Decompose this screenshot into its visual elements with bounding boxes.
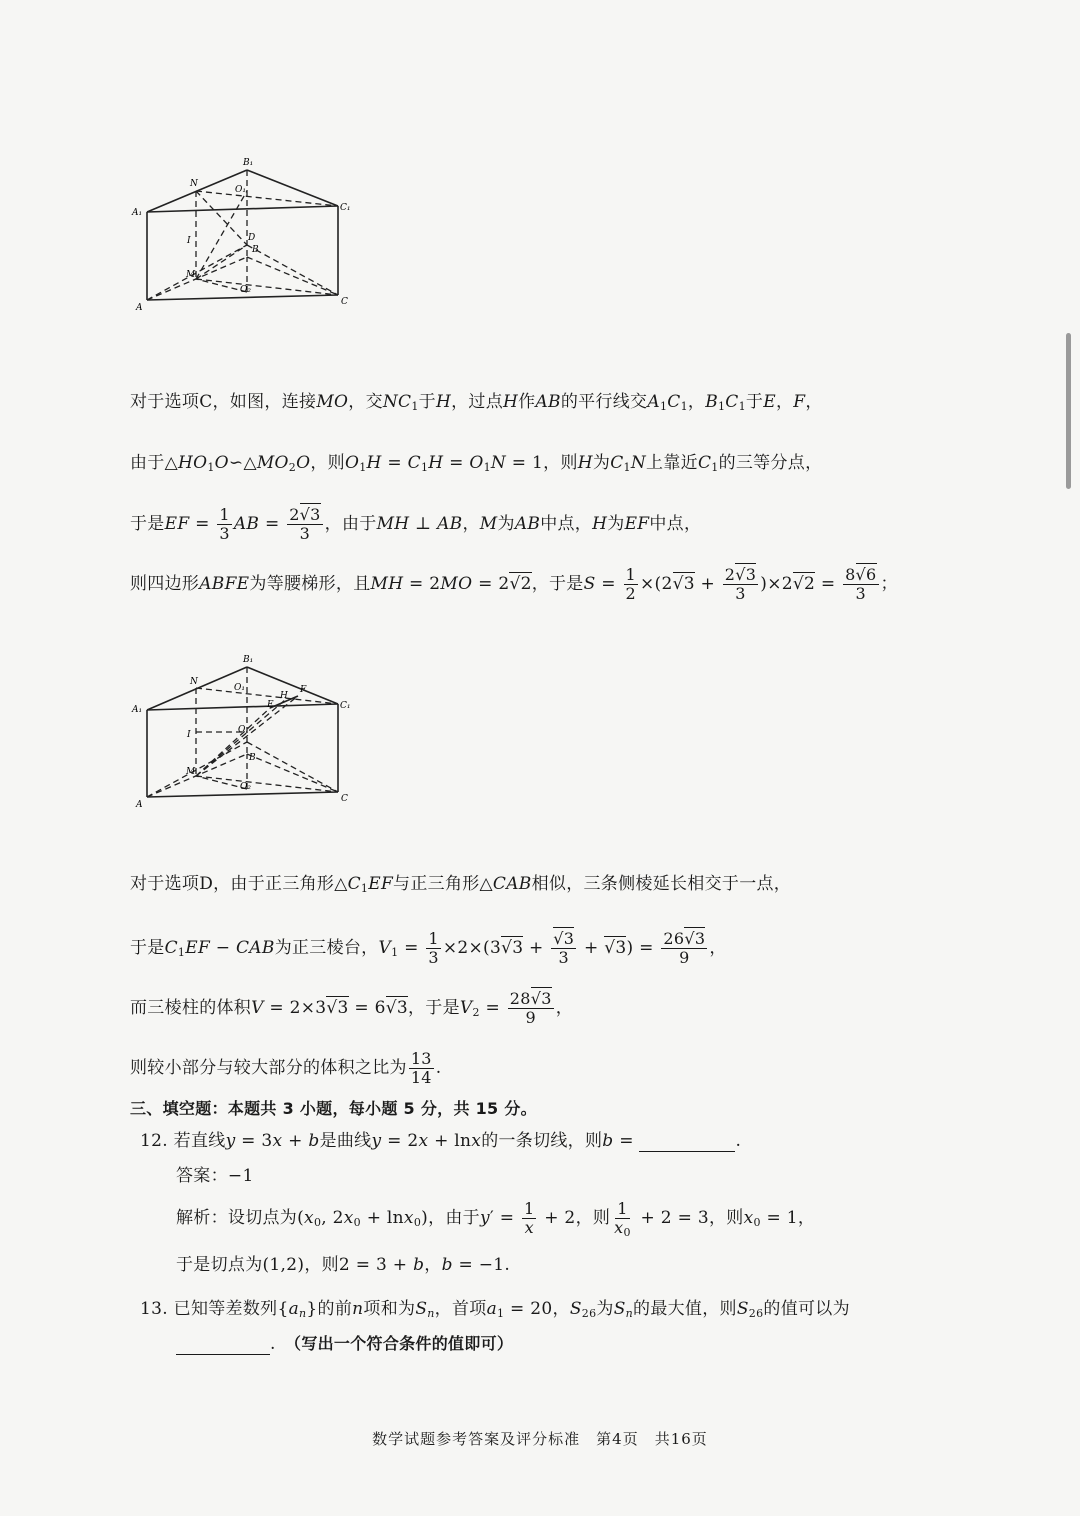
label-C1: C₁ [340, 701, 351, 711]
prism-figure-2 [130, 652, 360, 812]
optionC-line3: 于是EF = $\frac{1}{3}$ AB = $\frac{2√3}{3}$ ，由于MH ⊥ AB，M为AB中点，H为EF中点， [130, 505, 702, 543]
label-O2: O₂ [240, 285, 251, 295]
label-I: I [187, 730, 191, 740]
label-N: N [190, 677, 198, 687]
label-N: N [190, 179, 198, 189]
prism-diagram-2 [130, 652, 360, 812]
label-B: B [252, 245, 259, 255]
optionD-line4: 则较小部分与较大部分的体积之比为 $\frac{13}{14}$ . [130, 1049, 442, 1087]
optionC-line1: 对于选项C，如图，连接MO，交$NC_1$于H，过点H作AB的平行线交$A_1C_1$，$B_1C_1$于E，F， [130, 392, 823, 413]
label-O: O [238, 725, 246, 735]
label-C: C [341, 794, 348, 804]
optionC-line2: 由于$\triangle HO_1O∽\triangle MO_2O$，则$O_1H = C_1H = O_1N = 1$，则H为$C_1N$上靠近$C_1$的三等分点， [130, 453, 823, 474]
q12-answer: 答案：−1 [176, 1166, 254, 1186]
label-I: I [187, 236, 191, 246]
q13-note: （写出一个符合条件的值即可） [293, 1334, 514, 1353]
label-A1: A₁ [132, 208, 143, 218]
optionC-line4: 则四边形ABFE为等腰梯形，且MH = 2MO = 2√2，于是S = $\frac{1}{2}$ ×(2√3 + $\frac{2√3}{3}$ )×2√2 = $\frac{8√6}{3}$ ； [130, 565, 898, 603]
optionD-line3: 而三棱柱的体积V = 2×3√3 = 6√3，于是$V_2$ = $\frac{28√3}{9}$ ， [130, 989, 574, 1027]
label-E: E [267, 700, 274, 710]
label-O1: O₁ [234, 683, 245, 693]
label-M: M [186, 270, 196, 280]
q12-analysis-2: 于是切点为(1,2)，则2 = 3 + b，b = −1. [176, 1255, 511, 1275]
label-B1: B₁ [243, 158, 254, 168]
prism-diagram-1 [130, 155, 360, 315]
label-A1: A₁ [132, 705, 143, 715]
prism-figure-1 [130, 155, 360, 315]
label-O2: O₂ [240, 782, 251, 792]
q12-analysis: 解析：设切点为($x_0$, $2x_0 + \ln x_0$)，由于y′ = $\frac{1}{x}$ + 2，则 $\frac{1}{x_0}$ + 2 = 3，则$x_0 = 1$， [176, 1199, 816, 1239]
optionD-line1: 对于选项D，由于正三角形$\triangle C_1EF$与正三角形△CAB相似，三条侧棱延长相交于一点， [130, 874, 792, 895]
label-C1: C₁ [340, 203, 351, 213]
q13-stem: 13. 已知等差数列$\{a_n\}$的前n项和为$S_n$，首项$a_1 = 20$，$S_{26}$为$S_n$的最大值，则$S_{26}$的值可以为 [140, 1299, 850, 1320]
label-D: D [248, 233, 256, 243]
q13-answer-blank [176, 1354, 270, 1355]
label-A: A [136, 303, 143, 313]
q13-answer-line: . （写出一个符合条件的值即可） [176, 1333, 513, 1355]
label-H: H [280, 691, 288, 701]
label-M: M [186, 767, 196, 777]
label-A: A [136, 800, 143, 810]
page-footer: 数学试题参考答案及评分标准 第4页 共16页 [372, 1430, 708, 1448]
optionD-line2: 于是$C_1EF$ − CAB为正三棱台，$V_1$ = $\frac{1}{3}$ ×2×(3√3 + $\frac{√3}{3}$ + √3) = $\frac{26√3}{9}$ ， [130, 929, 727, 967]
q12-stem: 12. 若直线y = 3x + b是曲线y = 2x + lnx的一条切线，则b = . [140, 1131, 742, 1151]
label-B: B [249, 753, 256, 763]
label-F: F [300, 685, 307, 695]
scrollbar[interactable] [1066, 333, 1071, 489]
label-C: C [341, 297, 348, 307]
section3-title: 三、填空题：本题共 3 小题，每小题 5 分，共 15 分。 [130, 1099, 537, 1118]
label-B1: B₁ [243, 655, 254, 665]
label-O1: O₁ [235, 185, 246, 195]
